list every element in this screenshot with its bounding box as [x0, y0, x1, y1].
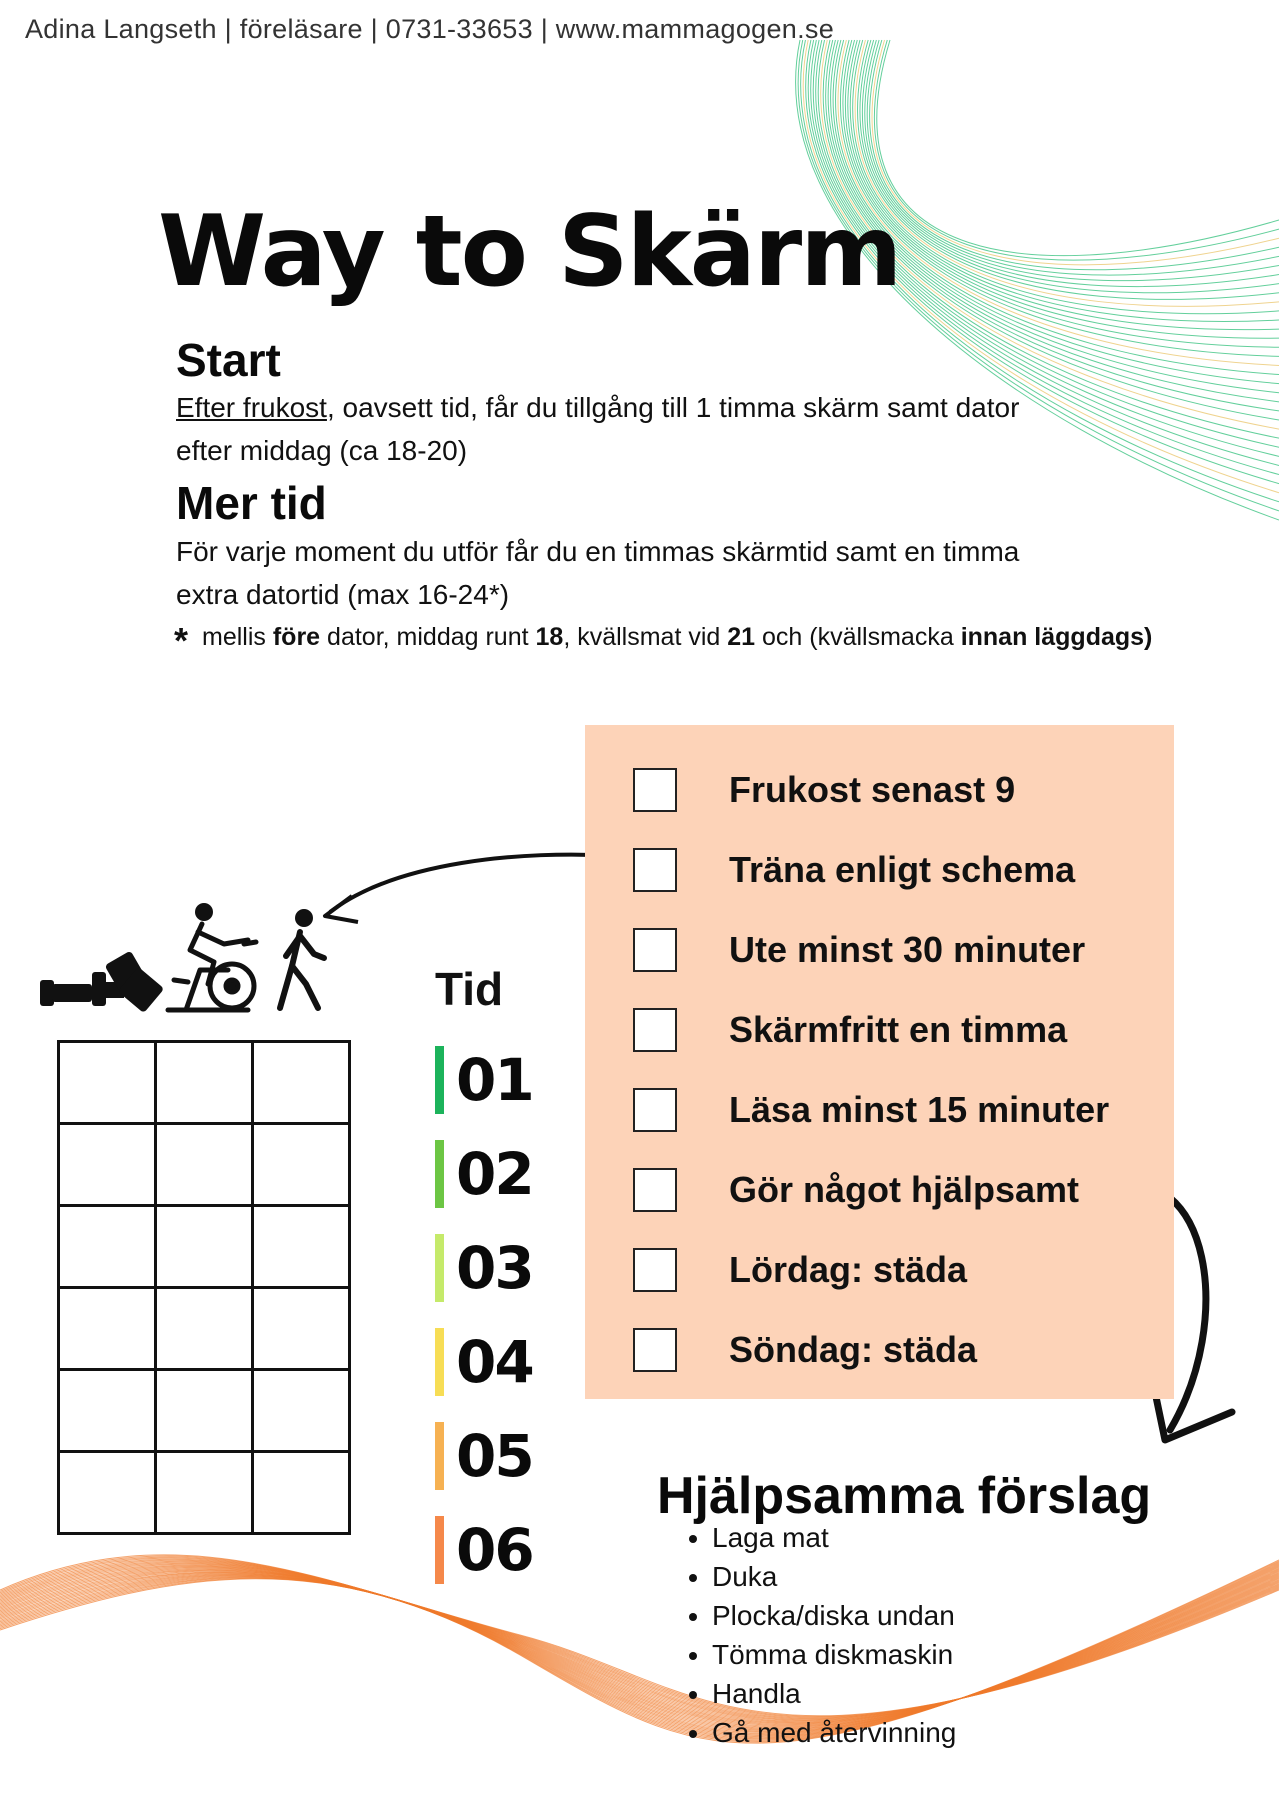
- orange-wave-line: [0, 1564, 1279, 1723]
- green-wave-line: [848, 40, 1279, 330]
- checklist-item[interactable]: [633, 765, 1015, 815]
- orange-wave-line: [0, 1558, 1279, 1718]
- time-number: 05: [456, 1422, 533, 1490]
- checklist-item[interactable]: [633, 1245, 967, 1295]
- orange-wave-line: [0, 1567, 1279, 1726]
- checklist-item-label: Träna enligt schema: [729, 849, 1076, 890]
- checkbox[interactable]: [633, 1248, 677, 1292]
- green-wave-line: [865, 40, 1279, 281]
- orange-wave-line: [0, 1561, 1279, 1720]
- orange-wave-line: [0, 1563, 1279, 1722]
- checklist-panel: [585, 725, 1174, 1399]
- time-number: 01: [456, 1046, 533, 1114]
- time-color-bar: [435, 1328, 444, 1396]
- footnote-star: *: [174, 620, 189, 661]
- checklist-item-label: Frukost senast 9: [729, 769, 1016, 810]
- orange-wave-line: [0, 1564, 1279, 1739]
- grid-cell[interactable]: [60, 1371, 157, 1453]
- orange-wave-line: [0, 1556, 1279, 1717]
- green-wave-line: [872, 40, 1279, 265]
- orange-wave-lines: [0, 1555, 1279, 1743]
- checklist-item-label: Gör något hjälpsamt: [729, 1169, 1080, 1210]
- checklist-item[interactable]: [633, 925, 1085, 975]
- checkbox[interactable]: [633, 1088, 677, 1132]
- start-line-1-rest: , oavsett tid, får du tillgång till 1 timma skärm samt dator: [326, 392, 1020, 423]
- orange-wave-line: [0, 1562, 1279, 1721]
- grid-cell[interactable]: [254, 1207, 351, 1289]
- orange-wave-line: [0, 1570, 1279, 1732]
- grid-cell[interactable]: [157, 1207, 254, 1289]
- time-row: [435, 1328, 533, 1396]
- curved-arrow-to-icons: [330, 855, 618, 912]
- orange-wave-line: [0, 1566, 1279, 1725]
- suggestion-item: • Laga mat: [712, 1518, 956, 1557]
- checklist-item[interactable]: [633, 1005, 1067, 1055]
- footnote-part: mellis: [202, 623, 273, 651]
- grid-cell[interactable]: [60, 1125, 157, 1207]
- grid-cell[interactable]: [157, 1453, 254, 1535]
- footnote-part-bold: före: [272, 623, 321, 651]
- green-wave-line: [836, 40, 1279, 375]
- time-number: 06: [456, 1516, 533, 1584]
- suggestions-title: Hjälpsamma förslag: [657, 1467, 1152, 1525]
- footnote-part: och (kvällsmacka: [755, 623, 961, 651]
- suggestion-item: • Plocka/diska undan: [712, 1596, 956, 1635]
- footnote-part: , kvällsmat vid: [563, 623, 728, 651]
- orange-wave-line: [0, 1571, 1279, 1731]
- page-title: Way to Skärm: [158, 195, 901, 309]
- time-color-bar: [435, 1422, 444, 1490]
- time-number: 04: [456, 1328, 533, 1396]
- grid-cell[interactable]: [254, 1371, 351, 1453]
- grid-cell[interactable]: [157, 1043, 254, 1125]
- time-color-bar: [435, 1046, 444, 1114]
- checkbox[interactable]: [633, 928, 677, 972]
- more-time-line-2: extra datortid (max 16-24*): [176, 579, 510, 610]
- grid-cell[interactable]: [254, 1453, 351, 1535]
- orange-wave-line: [0, 1571, 1279, 1731]
- orange-wave-line: [0, 1560, 1279, 1743]
- time-row: [435, 1046, 533, 1114]
- grid-cell[interactable]: [60, 1289, 157, 1371]
- time-color-bar: [435, 1234, 444, 1302]
- start-heading: Start: [176, 334, 281, 386]
- grid-cell[interactable]: [254, 1043, 351, 1125]
- time-color-bar: [435, 1140, 444, 1208]
- green-wave-line: [867, 40, 1279, 275]
- orange-wave-line: [0, 1565, 1279, 1738]
- checklist-item[interactable]: [633, 1325, 977, 1375]
- tracker-grid: [57, 1040, 351, 1535]
- footnote-part-bold: 18: [535, 623, 564, 651]
- orange-wave-line: [0, 1570, 1279, 1729]
- green-wave-line: [860, 40, 1279, 293]
- orange-wave-line: [0, 1569, 1279, 1733]
- grid-cell[interactable]: [157, 1371, 254, 1453]
- contact-line: Adina Langseth | föreläsare | 0731-33653 | www.mammagogen.se: [25, 14, 835, 44]
- start-underlined-lead: Efter frukost: [176, 392, 327, 423]
- suggestion-item: • Tömma diskmaskin: [712, 1635, 956, 1674]
- grid-cell[interactable]: [60, 1207, 157, 1289]
- orange-wave-line: [0, 1569, 1279, 1728]
- footnote-part-bold: 21: [727, 623, 756, 651]
- time-row: [435, 1516, 533, 1584]
- start-line-1: [176, 386, 1019, 429]
- more-time-line-1: För varje moment du utför får du en timmas skärmtid samt en timma: [176, 536, 1020, 567]
- green-wave-line: [850, 40, 1279, 321]
- checklist-item[interactable]: [633, 1085, 1109, 1135]
- start-line-2: efter middag (ca 18-20): [176, 435, 468, 466]
- grid-cell[interactable]: [60, 1043, 157, 1125]
- suggestion-item: • Gå med återvinning: [712, 1713, 956, 1752]
- orange-wave-line: [0, 1563, 1279, 1740]
- orange-wave-line: [0, 1568, 1279, 1727]
- green-wave-line: [853, 40, 1279, 314]
- time-row: [435, 1422, 533, 1490]
- orange-wave-line: [0, 1557, 1279, 1717]
- time-color-bar: [435, 1516, 444, 1584]
- suggestion-item: • Duka: [712, 1557, 956, 1596]
- checkbox[interactable]: [633, 848, 677, 892]
- orange-wave-line: [0, 1562, 1279, 1741]
- checklist-item-label: Ute minst 30 minuter: [729, 929, 1086, 970]
- orange-wave-line: [0, 1565, 1279, 1724]
- time-number: 03: [456, 1234, 533, 1302]
- checklist-item-label: Skärmfritt en timma: [729, 1009, 1068, 1050]
- orange-wave-line: [0, 1560, 1279, 1720]
- checklist-item-label: Läsa minst 15 minuter: [729, 1089, 1110, 1130]
- checkbox[interactable]: [633, 768, 677, 812]
- orange-wave-line: [0, 1569, 1279, 1728]
- green-wave-line: [877, 40, 1279, 256]
- green-wave-line: [845, 40, 1279, 338]
- orange-wave-line: [0, 1568, 1279, 1734]
- checkbox[interactable]: [633, 1328, 677, 1372]
- more-time-paragraph: [176, 530, 1019, 616]
- grid-cell[interactable]: [254, 1125, 351, 1207]
- suggestions-list: [682, 1518, 956, 1752]
- green-wave-line: [870, 40, 1279, 270]
- checklist-item-label: Söndag: städa: [729, 1329, 978, 1370]
- checklist-item[interactable]: [633, 845, 1075, 895]
- checklist-item[interactable]: [633, 1165, 1079, 1215]
- checkbox[interactable]: [633, 1008, 677, 1052]
- green-wave-line: [874, 40, 1279, 260]
- time-number: 02: [456, 1140, 533, 1208]
- more-time-heading: Mer tid: [176, 477, 327, 529]
- start-paragraph: [176, 386, 1019, 472]
- exercise-bike-icon: [168, 903, 256, 1010]
- orange-wave-line: [0, 1566, 1279, 1736]
- footnote-part-bold: innan läggdags): [960, 623, 1153, 651]
- orange-wave-line: [0, 1567, 1279, 1735]
- suggestion-item: • Handla: [712, 1674, 956, 1713]
- time-title: Tid: [435, 963, 504, 1015]
- green-wave-line: [838, 40, 1279, 365]
- green-wave-line: [840, 40, 1279, 356]
- orange-wave-line: [0, 1561, 1279, 1742]
- footnote-part: dator, middag runt: [320, 623, 536, 651]
- grid-cell[interactable]: [157, 1125, 254, 1207]
- grid-cell[interactable]: [157, 1289, 254, 1371]
- footnote: [174, 612, 1153, 661]
- activity-icons: [38, 900, 338, 1015]
- walking-person-icon: [280, 909, 324, 1008]
- orange-wave-line: [0, 1555, 1279, 1716]
- green-wave-line: [843, 40, 1279, 347]
- green-wave-line: [858, 40, 1279, 299]
- green-wave-line: [862, 40, 1279, 287]
- time-row: [435, 1234, 533, 1302]
- green-wave-line: [855, 40, 1279, 306]
- checkbox[interactable]: [633, 1168, 677, 1212]
- checklist-item-label: Lördag: städa: [729, 1249, 968, 1290]
- grid-cell[interactable]: [254, 1289, 351, 1371]
- dumbbell-icon: [40, 951, 164, 1014]
- time-row: [435, 1140, 533, 1208]
- orange-wave-line: [0, 1559, 1279, 1719]
- grid-cell[interactable]: [60, 1453, 157, 1535]
